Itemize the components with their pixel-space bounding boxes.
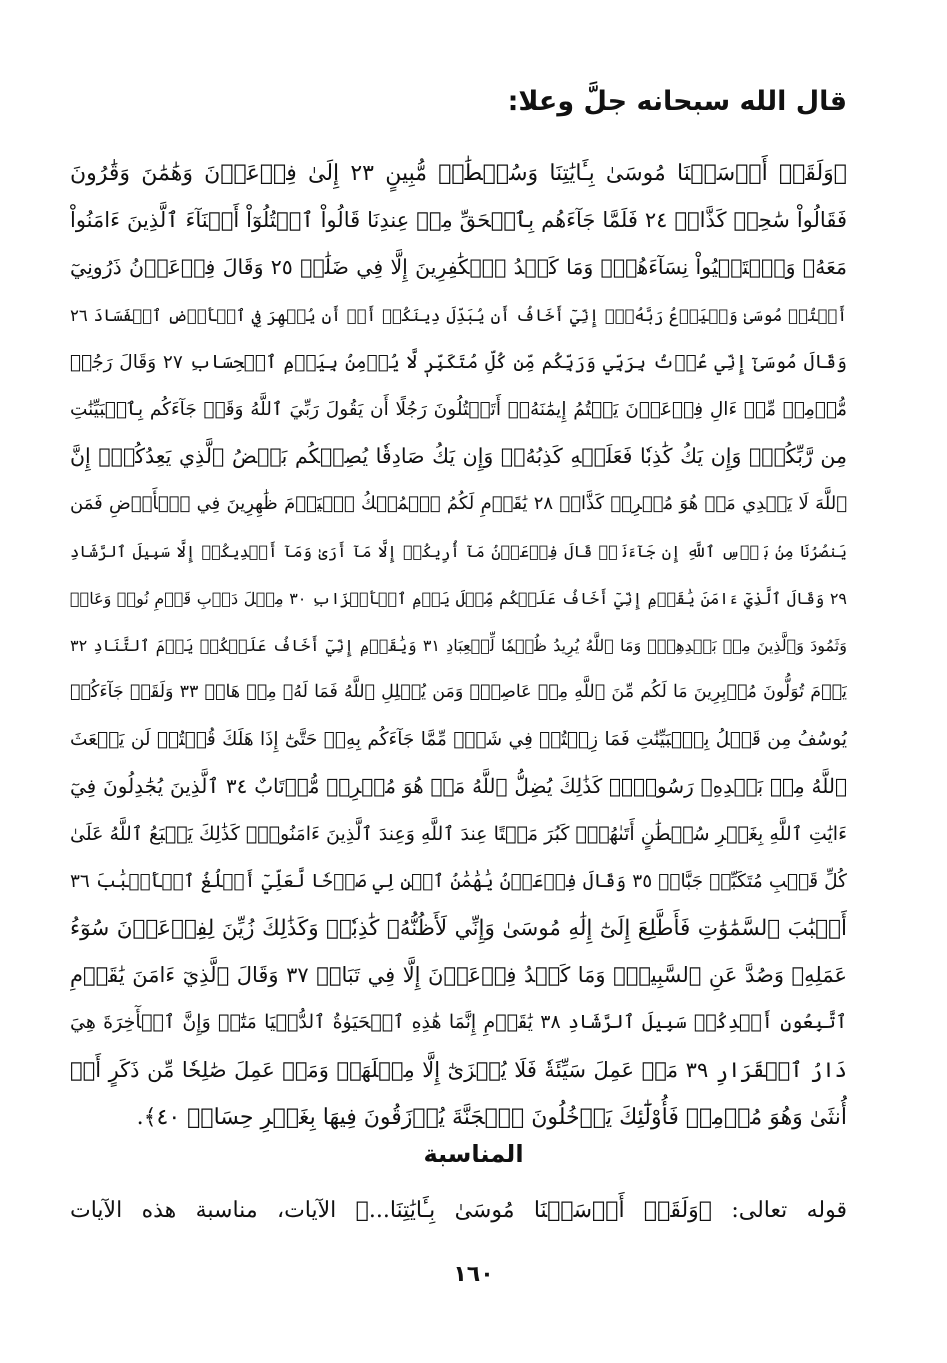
body-text-line: قوله تعالى: ﴿وَلَقَدۡ أَرۡسَلۡنَا مُوسَىٰ بِـَٔايَٰتِنَا...﴾ الآيات، مناسبة هذه الآيات xyxy=(70,1198,847,1223)
verse-line: كُلِّ قَلۡبِ مُتَكَبِّرٖ جَبَّارٖ ٣٥ وَقَالَ فِرۡعَوۡنُ يَٰهَٰمَٰنُ ٱبۡنِ لِي صَرۡحٗا لَّعَلِّيٓ أَبۡلُغُ ٱلۡأَسۡبَٰبَ ٣٦ xyxy=(70,870,847,892)
page-number: ١٦٠ xyxy=(453,1262,494,1287)
verse-line: مُّؤۡمِنٞ مِّنۡ ءَالِ فِرۡعَوۡنَ يَكۡتُمُ إِيمَٰنَهُۥٓ أَتَقۡتُلُونَ رَجُلًا أَن يَقُولَ رَبِّيَ ٱللَّهُ وَقَدۡ جَآءَكُم بِٱلۡبَيِّنَٰتِ xyxy=(70,398,847,420)
quran-verses-block xyxy=(70,150,847,1141)
verse-line: يَنصُرُنَا مِنۢ بَأۡسِ ٱللَّهِ إِن جَآءَنَاۚ قَالَ فِرۡعَوۡنُ مَآ أُرِيكُمۡ إِلَّا مَآ أَرَىٰ وَمَآ أَهۡدِيكُمۡ إِلَّا سَبِيلَ ٱلرَّشَادِ xyxy=(70,541,847,561)
verse-line: فَقَالُواْ سَٰحِرٞ كَذَّابٞ ٢٤ فَلَمَّا جَآءَهُم بِٱلۡحَقِّ مِنۡ عِندِنَا قَالُواْ ٱقۡتُلُوٓاْ أَبۡنَآءَ ٱلَّذِينَ ءَامَنُواْ xyxy=(70,208,847,233)
verse-line: يُوسُفُ مِن قَبۡلُ بِٱلۡبَيِّنَٰتِ فَمَا زِلۡتُمۡ فِي شَكّٖ مِّمَّا جَآءَكُم بِهِۦۖ حَتَّىٰٓ إِذَا هَلَكَ قُلۡتُمۡ لَن يَبۡعَثَ xyxy=(70,729,847,751)
section-title: المناسبة xyxy=(423,1140,524,1168)
verse-line: ٱللَّهَ لَا يَهۡدِي مَنۡ هُوَ مُسۡرِفٞ كَذَّابٞ ٢٨ يَٰقَوۡمِ لَكُمُ ٱلۡمُلۡكُ ٱلۡيَوۡمَ ظَٰهِرِينَ فِي ٱلۡأَرۡضِ فَمَن xyxy=(70,493,847,515)
verse-line: ٱللَّهُ مِنۢ بَعۡدِهِۦ رَسُولٗاۚ كَذَٰلِكَ يُضِلُّ ٱللَّهُ مَنۡ هُوَ مُسۡرِفٞ مُّرۡتَابٌ ٣٤ ٱلَّذِينَ يُجَٰدِلُونَ فِيٓ xyxy=(70,774,847,799)
verse-line: أَسۡبَٰبَ ٱلسَّمَٰوَٰتِ فَأَطَّلِعَ إِلَىٰٓ إِلَٰهِ مُوسَىٰ وَإِنِّي لَأَظُنُّهُۥ كَٰذِبٗاۚ وَكَذَٰلِكَ زُيِّنَ لِفِرۡعَوۡنَ سُوٓءُ xyxy=(70,916,847,941)
verse-line: أُنثَىٰ وَهُوَ مُؤۡمِنٞ فَأُوْلَٰٓئِكَ يَدۡخُلُونَ ٱلۡجَنَّةَ يُرۡزَقُونَ فِيهَا بِغَيۡرِ حِسَابٖ ٤٠﴾. xyxy=(136,1104,847,1130)
verse-line: ءَايَٰتِ ٱللَّهِ بِغَيۡرِ سُلۡطَٰنٍ أَتَىٰهُمۡۖ كَبُرَ مَقۡتًا عِندَ ٱللَّهِ وَعِندَ ٱلَّذِينَ ءَامَنُواْۚ كَذَٰلِكَ يَطۡبَعُ ٱللَّهُ عَلَىٰ xyxy=(70,822,847,845)
page-heading: قال الله سبحانه جلَّ وعلا: xyxy=(507,86,847,117)
verse-line: مِن رَّبِّكُمۡۖ وَإِن يَكُ كَٰذِبٗا فَعَلَيۡهِ كَذِبُهُۥۖ وَإِن يَكُ صَادِقٗا يُصِبۡكُم بَعۡضُ ٱلَّذِي يَعِدُكُمۡۖ إِنَّ xyxy=(70,444,847,469)
verse-line: دَارُ ٱلۡقَرَارِ ٣٩ مَنۡ عَمِلَ سَيِّئَةٗ فَلَا يُجۡزَىٰٓ إِلَّا مِثۡلَهَاۖ وَمَنۡ عَمِلَ صَٰلِحٗا مِّن ذَكَرٍ أَوۡ xyxy=(70,1057,847,1082)
verse-line: أَقۡتُلۡ مُوسَىٰ وَلۡيَدۡعُ رَبَّهُۥٓۖ إِنِّيٓ أَخَافُ أَن يُبَدِّلَ دِينَكُمۡ أَوۡ أَن يُظۡهِرَ فِي ٱلۡأَرۡضِ ٱلۡفَسَادَ ٢٦ xyxy=(70,305,847,325)
verse-line: وَثَمُودَ وَٱلَّذِينَ مِنۢ بَعۡدِهِمۡۚ وَمَا ٱللَّهُ يُرِيدُ ظُلۡمٗا لِّلۡعِبَادِ ٣١ وَيَٰقَوۡمِ إِنِّيٓ أَخَافُ عَلَيۡكُمۡ يَوۡمَ ٱلتَّنَادِ ٣٢ xyxy=(70,635,847,655)
verse-line: ﴿وَلَقَدۡ أَرۡسَلۡنَا مُوسَىٰ بِـَٔايَٰتِنَا وَسُلۡطَٰنٖ مُّبِينٍ ٢٣ إِلَىٰ فِرۡعَوۡنَ وَهَٰمَٰنَ وَقَٰرُونَ xyxy=(70,161,847,186)
verse-line: ٱتَّبِعُونِ أَهۡدِكُمۡ سَبِيلَ ٱلرَّشَادِ ٣٨ يَٰقَوۡمِ إِنَّمَا هَٰذِهِ ٱلۡحَيَوٰةُ ٱلدُّنۡيَا مَتَٰعٞ وَإِنَّ ٱلۡأٓخِرَةَ هِيَ xyxy=(70,1011,847,1034)
verse-line: ٢٩ وَقَالَ ٱلَّذِيٓ ءَامَنَ يَٰقَوۡمِ إِنِّيٓ أَخَافُ عَلَيۡكُم مِّثۡلَ يَوۡمِ ٱلۡأَحۡزَابِ ٣٠ مِثۡلَ دَأۡبِ قَوۡمِ نُوحٖ وَعَادٖ xyxy=(70,588,847,608)
verse-line: مَعَهُۥ وَٱسۡتَحۡيُواْ نِسَآءَهُمۡۚ وَمَا كَيۡدُ ٱلۡكَٰفِرِينَ إِلَّا فِي ضَلَٰلٖ ٢٥ وَقَالَ فِرۡعَوۡنُ ذَرُونِيٓ xyxy=(70,255,847,280)
verse-line: وَقَالَ مُوسَىٰٓ إِنِّي عُذۡتُ بِرَبِّي وَرَبِّكُم مِّن كُلِّ مُتَكَبِّرٖ لَّا يُؤۡمِنُ بِيَوۡمِ ٱلۡحِسَابِ ٢٧ وَقَالَ رَجُلٞ xyxy=(70,351,847,373)
verse-line: يَوۡمَ تُوَلُّونَ مُدۡبِرِينَ مَا لَكُم مِّنَ ٱللَّهِ مِنۡ عَاصِمٖۗ وَمَن يُضۡلِلِ ٱللَّهُ فَمَا لَهُۥ مِنۡ هَادٖ ٣٣ وَلَقَدۡ جَآءَكُمۡ xyxy=(70,682,847,703)
verse-line: عَمَلِهِۦ وَصُدَّ عَنِ ٱلسَّبِيلِۚ وَمَا كَيۡدُ فِرۡعَوۡنَ إِلَّا فِي تَبَابٖ ٣٧ وَقَالَ ٱلَّذِيٓ ءَامَنَ يَٰقَوۡمِ xyxy=(70,963,847,988)
